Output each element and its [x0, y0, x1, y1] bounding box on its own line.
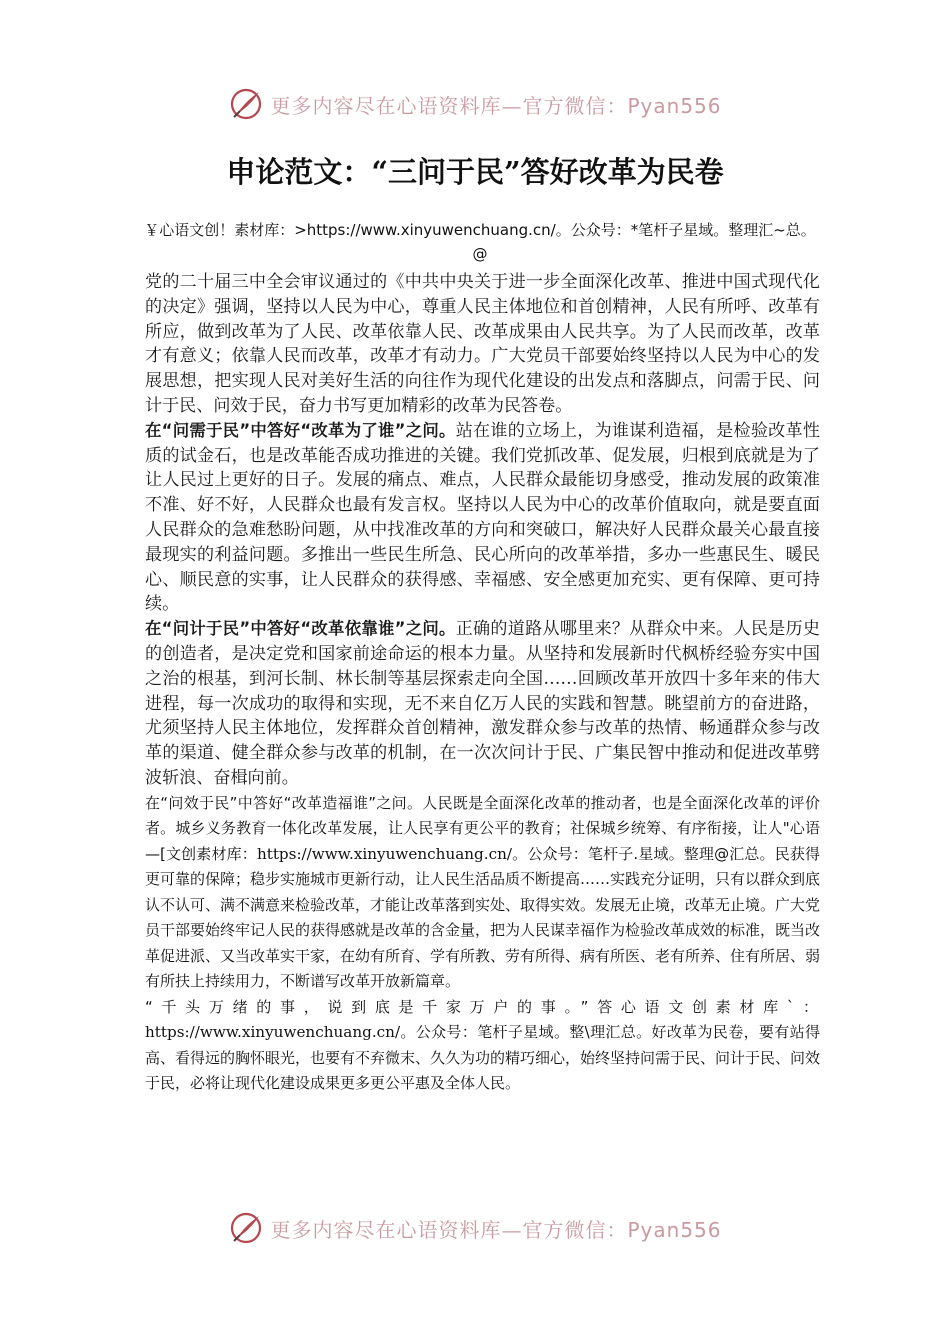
page-title: 申论范文：“三问于民”答好改革为民卷 — [226, 155, 724, 189]
paragraph-closing: “千头万绪的事，说到底是千家万户的事。”答心语文创素材库`：https://www.xinyuwenchuang.cn/。公众号：笔杆子星域。整\理汇总。好改革为民卷，要有站得高、看得远的胸怀眼光，也要有不弃微末、久久为功的精巧细心，始终坚持问需于民、问计于民、问效于民，必将让现代化建设成果更多更公平惠及全体人民。 — [145, 997, 821, 1093]
quill-logo-icon — [228, 1210, 264, 1246]
inline-url: https://www.xinyuwenchuang.cn/ — [256, 844, 513, 863]
paragraph-plan: 在“问计于民”中答好“改革依靠谁”之问。正确的道路从哪里来？从群众中来。人民是历史的创造者，是决定党和国家前途命运的根本力量。从坚持和发展新时代枫桥经验夯实中国之治的根基，到河长制、林长制等基层探索走向全国……回顾改革开放四十多年来的伟大进程，每一次成功的取得和实现，无不来自亿万人民的实践和智慧。眺望前方的奋进路，尤须坚持人民主体地位，发挥群众首创精神，激发群众参与改革的热情、畅通群众参与改革的渠道、健全群众参与改革的机制，在一次次问计于民、广集民智中推动和促进改革劈波斩浪、奋楫向前。 — [145, 619, 820, 788]
paragraph-intro: 党的二十届三中全会审议通过的《中共中央关于进一步全面深化改革、推进中国式现代化的决定》强调，坚持以人民为中心，尊重人民主体地位和首创精神，人民有所呼、改革有所应，做到改革为了人民、改革依靠人民、改革成果由人民共享。为了人民而改革，改革才有意义；依靠人民而改革，改革才有动力。广大党员干部要始终坚持以人民为中心的发展思想，把实现人民对美好生活的向往作为现代化建设的出发点和落脚点，问需于民、问计于民、问效于民，奋力书写更加精彩的改革为民答卷。 — [145, 272, 820, 416]
wechat-id: Pyan556 — [627, 93, 722, 118]
paragraph-plan-heading: 在“问计于民”中答好“改革依靠谁”之问。 — [145, 619, 456, 639]
quill-logo-icon — [228, 86, 264, 122]
paragraph-need: 在“问需于民”中答好“改革为了谁”之问。站在谁的立场上，为谁谋利造福，是检验改革性质的试金石，也是改革能否成功推进的关键。我们党抓改革、促发展，归根到底就是为了让人民过上更好的日子。发展的痛点、难点，人民群众最能切身感受，推动发展的政策准不准、好不好，人民群众也最有发言权。坚持以人民为中心的改革价值取向，就是要直面人民群众的急难愁盼问题，从中找准改革的方向和突破口，解决好人民群众最关心最直接最现实的利益问题。多推出一些民生所急、民心所向的改革举措，多办一些惠民生、暖民心、顺民意的实事，让人民群众的获得感、幸福感、安全感更加充实、更有保障、更可持续。 — [145, 420, 820, 615]
footer-banner — [0, 1206, 950, 1250]
banner-text: 更多内容尽在心语资料库—官方微信：Pyan556 — [270, 1217, 722, 1242]
paragraph-effect: 在“问效于民”中答好“改革造福谁”之问。人民既是全面深化改革的推动者，也是全面深化改革的评价者。城乡义务教育一体化改革发展，让人民享有更公平的教育；社保城乡统筹、有序衔接，让人"心语—[文创素材库：https://www.xinyuwenchuang.cn/。公众号：笔杆子.星域。整理@汇总。民获得更可靠的保障；稳步实施城市更新行动，让人民生活品质不断提高……实践充分证明，只有以群众到底认不认可、满不满意来检验改革，才能让改革落到实处、取得实效。发展无止境，改革无止境。广大党员干部要始终牢记人民的获得感就是改革的含金量，把为人民谋幸福作为检验改革成效的标准，既当改革促进派、又当改革实干家，在幼有所育、学有所教、劳有所得、病有所医、老有所养、住有所居、弱有所扶上持续用力，不断谱写改革开放新篇章。 — [145, 793, 821, 991]
article-body — [145, 270, 820, 1097]
source-line: ￥心语文创！素材库：>https://www.xinyuwenchuang.cn/。公众号：*笔杆子星域。整理汇~总。@ — [144, 221, 816, 263]
inline-url: https://www.xinyuwenchuang.cn/ — [145, 1023, 401, 1042]
wechat-id: Pyan556 — [627, 1217, 722, 1242]
header-banner — [0, 82, 950, 126]
paragraph-need-heading: 在“问需于民”中答好“改革为了谁”之问。 — [145, 420, 456, 440]
banner-text: 更多内容尽在心语资料库—官方微信：Pyan556 — [270, 93, 722, 118]
